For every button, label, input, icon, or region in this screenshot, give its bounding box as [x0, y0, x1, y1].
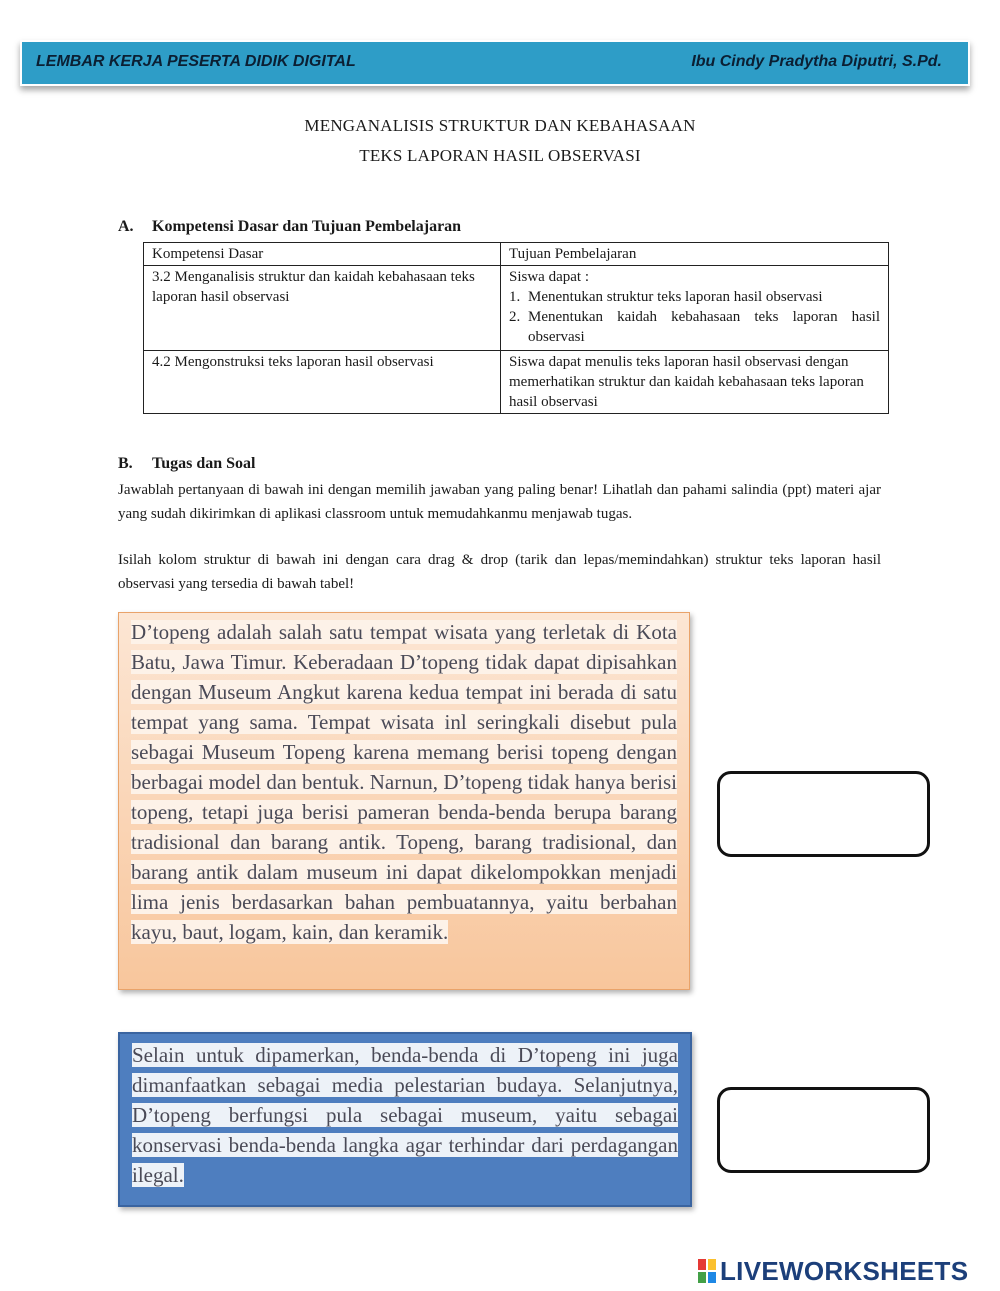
section-b-heading: [118, 455, 255, 473]
draggable-passage-orange[interactable]: [118, 612, 690, 990]
worksheet-header-bar: [20, 40, 970, 86]
list-item-number: 2.: [509, 309, 521, 325]
section-a-title: Kompetensi Dasar dan Tujuan Pembelajaran: [152, 218, 462, 235]
instruction-paragraph-2: Isilah kolom struktur di bawah ini dengan cara drag & drop (tarik dan lepas/memindahkan) struktur teks laporan hasil observasi yang tersedia di bawah tabel!: [118, 552, 881, 592]
passage-text-box: [132, 1040, 678, 1190]
liveworksheets-logo-icon: [697, 1258, 717, 1284]
drop-target-box-1[interactable]: [717, 771, 930, 857]
drop-target-box-2[interactable]: [717, 1087, 930, 1173]
draggable-passage-blue[interactable]: [118, 1032, 692, 1207]
table-header-row: [144, 243, 889, 266]
list-item-number: 1.: [509, 289, 521, 305]
page-title-line-2: TEKS LAPORAN HASIL OBSERVASI: [359, 146, 641, 165]
logo-square-icon: [707, 1258, 717, 1271]
table-cell-tujuan-1: [501, 266, 889, 351]
passage-text-1: D’topeng adalah salah satu tempat wisata yang terletak di Kota Batu, Jawa Timur. Keberadaan D’topeng tidak dapat dipisahkan dengan Museum Angkut karena kedua tempat ini berada di satu tempat yang sama. Tempat wisata inl seringkali disebut pula sebagai Museum Topeng karena memang berisi topeng dengan berbagai model dan bentuk. Narnun, D’topeng tidak hanya berisi topeng, tetapi juga berisi pameran benda-benda berupa barang tradisional dan barang antik. Topeng, barang tradisional, dan barang antik dalam museum ini dapat dikelompokkan menjadi lima jenis berdasarkan bahan pembuatannya, yaitu berbahan kayu, baut, logam, kain, dan keramik.: [131, 620, 677, 944]
passage-text-box: [131, 617, 677, 947]
section-b-number: B.: [118, 455, 133, 472]
list-item: [509, 287, 880, 307]
logo-square-icon: [707, 1271, 717, 1284]
liveworksheets-logo: [697, 1256, 968, 1286]
list-item-text: Menentukan kaidah kebahasaan teks laporan hasil observasi: [528, 309, 880, 345]
section-b-title: Tugas dan Soal: [152, 455, 256, 472]
page-title-line-1: MENGANALISIS STRUKTUR DAN KEBAHASAAN: [304, 116, 696, 135]
liveworksheets-brand-text: LIVEWORKSHEETS: [720, 1255, 969, 1286]
table-cell-tujuan-2: Siswa dapat menulis teks laporan hasil observasi dengan memerhatikan struktur dan kaidah kebahasaan teks laporan hasil observasi: [501, 351, 889, 414]
table-row: [144, 266, 889, 351]
section-a-number: A.: [118, 218, 134, 235]
table-cell-kd-2: 4.2 Mengonstruksi teks laporan hasil observasi: [144, 351, 501, 414]
list-item-text: Menentukan struktur teks laporan hasil observasi: [528, 289, 823, 305]
table-header-kd: Kompetensi Dasar: [144, 243, 501, 266]
section-a-heading: [118, 218, 461, 236]
table-header-tujuan: Tujuan Pembelajaran: [501, 243, 889, 266]
table-cell-kd-1: 3.2 Menganalisis struktur dan kaidah kebahasaan teks laporan hasil observasi: [144, 266, 501, 351]
passage-text-2: Selain untuk dipamerkan, benda-benda di D’topeng ini juga dimanfaatkan sebagai media pelestarian budaya. Selanjutnya, D’topeng berfungsi pula sebagai museum, yaitu sebagai konservasi benda-benda langka agar terhindar dari perdagangan ilegal.: [132, 1043, 678, 1187]
instruction-paragraph-1: Jawablah pertanyaan di bawah ini dengan memilih jawaban yang paling benar! Lihatlah dan pahami salindia (ppt) materi ajar yang sudah dikirimkan di aplikasi classroom untuk memudahkanmu menjawab tugas.: [118, 482, 881, 522]
worksheet-header-title: LEMBAR KERJA PESERTA DIDIK DIGITAL: [36, 53, 356, 70]
competency-table: [143, 242, 889, 414]
logo-square-icon: [697, 1271, 707, 1284]
table-row: [144, 351, 889, 414]
tujuan-intro: Siswa dapat :: [509, 269, 589, 285]
logo-square-icon: [697, 1258, 707, 1271]
list-item: [509, 307, 880, 347]
teacher-name: Ibu Cindy Pradytha Diputri, S.Pd.: [691, 53, 942, 70]
